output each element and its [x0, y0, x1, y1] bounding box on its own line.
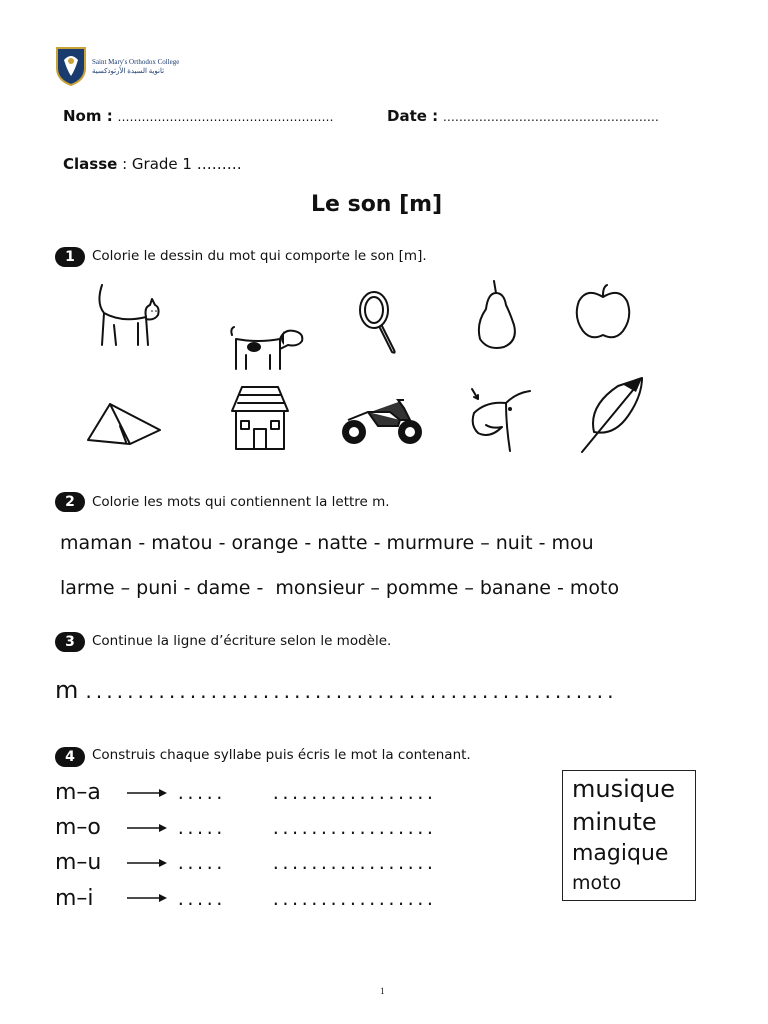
- class-label: Classe: [63, 155, 118, 173]
- word-blank-4: .................: [271, 890, 435, 909]
- word-box-item: musique: [572, 775, 675, 803]
- question-number-4: 4: [55, 747, 85, 767]
- page-number: 1: [380, 986, 385, 996]
- word-box-item: magique: [572, 841, 669, 866]
- arrow-right-icon: [127, 823, 167, 833]
- motorcycle-icon: [338, 398, 426, 446]
- arrow-right-icon: [127, 893, 167, 903]
- dog-icon: [228, 325, 306, 375]
- question-2-text: Colorie les mots qui contiennent la lettre m.: [92, 494, 390, 510]
- school-logo: [55, 46, 205, 88]
- word-line-1: maman - matou - orange - natte - murmure – nuit - mou: [60, 532, 594, 554]
- syllable-blank-1: .....: [176, 784, 225, 803]
- writing-line: [55, 676, 616, 704]
- question-3-text: Continue la ligne d’écriture selon le modèle.: [92, 633, 392, 649]
- name-label: Nom :: [63, 107, 113, 125]
- word-line-2: larme – puni - dame - monsieur – pomme – banane - moto: [60, 577, 620, 599]
- name-field: [63, 107, 334, 125]
- date-label: Date :: [387, 107, 439, 125]
- syllable-blank-3: .....: [176, 854, 225, 873]
- tent-icon: [86, 398, 162, 446]
- date-dots: ………………………………………………: [442, 110, 659, 124]
- word-box-item: minute: [572, 808, 657, 836]
- cat-icon: [92, 283, 164, 351]
- writing-dots: ...................................................: [83, 683, 616, 703]
- word-box: [562, 770, 696, 901]
- feather-icon: [578, 376, 646, 454]
- mirror-icon: [354, 288, 400, 356]
- word-blank-2: .................: [271, 819, 435, 838]
- arrow-right-icon: [127, 858, 167, 868]
- question-4-text: Construis chaque syllabe puis écris le mot la contenant.: [92, 747, 471, 763]
- class-field: [63, 155, 242, 173]
- syllable-1: m–a: [55, 780, 101, 805]
- apple-icon: [573, 283, 633, 343]
- shield-icon: [55, 46, 87, 86]
- house-icon: [228, 385, 290, 451]
- word-blank-3: .................: [271, 854, 435, 873]
- page-title: Le son [m]: [311, 192, 443, 217]
- name-dots: ………………………………………………: [117, 110, 334, 124]
- syllable-3: m–u: [55, 850, 102, 875]
- arrow-right-icon: [127, 788, 167, 798]
- syllable-blank-4: .....: [176, 890, 225, 909]
- date-field: [387, 107, 659, 125]
- pear-icon: [474, 279, 520, 351]
- question-number-1: 1: [55, 247, 85, 267]
- syllable-blank-2: .....: [176, 819, 225, 838]
- syllable-4: m–i: [55, 886, 94, 911]
- question-1-text: Colorie le dessin du mot qui comporte le son [m].: [92, 248, 427, 264]
- logo-name-ar: ثانوية السيدة الأرثوذكسية: [92, 67, 165, 75]
- logo-name-en: Saint Mary's Orthodox College: [92, 58, 180, 66]
- word-blank-1: .................: [271, 784, 435, 803]
- question-number-3: 3: [55, 632, 85, 652]
- question-number-2: 2: [55, 492, 85, 512]
- class-value: : Grade 1 ………: [117, 155, 242, 173]
- syllable-2: m–o: [55, 815, 101, 840]
- writing-model: m: [55, 676, 79, 704]
- bird-beak-icon: [466, 385, 532, 453]
- word-box-item: moto: [572, 872, 622, 894]
